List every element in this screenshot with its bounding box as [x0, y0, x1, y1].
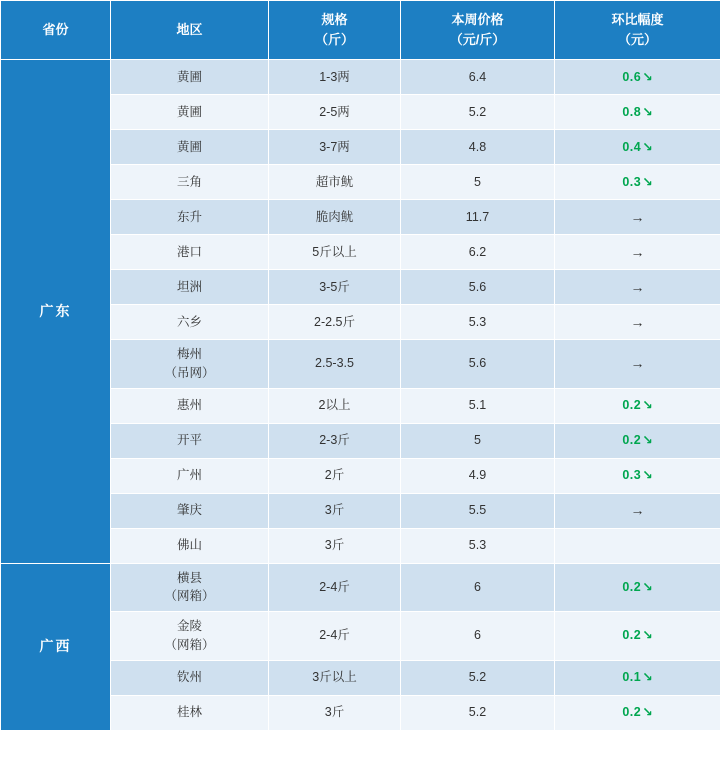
change-cell	[555, 340, 720, 389]
price-cell: 5.6	[401, 340, 555, 389]
region-cell	[111, 388, 269, 423]
arrow-down-icon: ↘	[641, 670, 652, 684]
spec-cell: 3斤	[269, 695, 401, 730]
price-cell: 5.3	[401, 305, 555, 340]
region-cell	[111, 235, 269, 270]
spec-cell: 超市鱿	[269, 165, 401, 200]
region-name: 黄圃	[113, 68, 266, 87]
change-cell	[555, 695, 720, 730]
change-cell	[555, 60, 720, 95]
change-value: 0.1	[622, 670, 641, 684]
spec-cell: 2-4斤	[269, 563, 401, 612]
region-cell	[111, 270, 269, 305]
column-header-spec	[269, 1, 401, 60]
price-cell: 11.7	[401, 200, 555, 235]
change-cell	[555, 165, 720, 200]
arrow-flat-icon: →	[631, 209, 645, 225]
region-note: （网箱）	[113, 636, 266, 655]
spec-cell: 3-7两	[269, 130, 401, 165]
spec-cell: 1-3两	[269, 60, 401, 95]
spec-cell: 2-3斤	[269, 423, 401, 458]
change-cell	[555, 528, 720, 563]
price-cell: 5.6	[401, 270, 555, 305]
price-cell: 4.8	[401, 130, 555, 165]
change-cell	[555, 95, 720, 130]
region-name: 开平	[113, 431, 266, 450]
arrow-down-icon: ↘	[641, 705, 652, 719]
spec-cell: 2斤	[269, 458, 401, 493]
change-cell	[555, 235, 720, 270]
table-body	[1, 60, 720, 731]
change-cell	[555, 493, 720, 528]
region-name: 金陵	[113, 617, 266, 636]
spec-cell: 3斤	[269, 528, 401, 563]
arrow-down-icon: ↘	[641, 398, 652, 412]
table-header	[1, 1, 720, 60]
spec-cell: 5斤以上	[269, 235, 401, 270]
spec-cell: 2以上	[269, 388, 401, 423]
region-name: 黄圃	[113, 103, 266, 122]
arrow-flat-icon: →	[631, 279, 645, 295]
province-cell: 广东	[1, 60, 111, 564]
region-cell	[111, 563, 269, 612]
province-cell: 广西	[1, 563, 111, 730]
column-header-spec-line2: （斤）	[271, 30, 398, 50]
change-value: 0.2	[622, 580, 641, 594]
column-header-change-line2: （元）	[557, 30, 718, 50]
region-cell	[111, 95, 269, 130]
change-cell	[555, 270, 720, 305]
change-cell	[555, 130, 720, 165]
region-name: 港口	[113, 243, 266, 262]
region-cell	[111, 340, 269, 389]
spec-cell: 2.5-3.5	[269, 340, 401, 389]
arrow-flat-icon: →	[631, 355, 645, 371]
region-note: （网箱）	[113, 587, 266, 606]
region-cell	[111, 493, 269, 528]
region-cell	[111, 60, 269, 95]
region-name: 坦洲	[113, 278, 266, 297]
change-value: 0.6	[622, 70, 641, 84]
arrow-down-icon: ↘	[641, 580, 652, 594]
price-cell: 5.2	[401, 95, 555, 130]
region-cell	[111, 165, 269, 200]
region-cell	[111, 458, 269, 493]
region-name: 桂林	[113, 703, 266, 722]
spec-cell: 3-5斤	[269, 270, 401, 305]
table-row	[1, 563, 720, 612]
region-name: 佛山	[113, 536, 266, 555]
spec-cell: 2-5两	[269, 95, 401, 130]
change-cell	[555, 612, 720, 661]
spec-cell: 3斤	[269, 493, 401, 528]
change-cell	[555, 305, 720, 340]
arrow-down-icon: ↘	[641, 175, 652, 189]
change-cell	[555, 200, 720, 235]
region-name: 黄圃	[113, 138, 266, 157]
column-header-price	[401, 1, 555, 60]
arrow-down-icon: ↘	[641, 433, 652, 447]
arrow-down-icon: ↘	[641, 70, 652, 84]
region-note: （吊网）	[113, 364, 266, 383]
change-value: 0.2	[622, 705, 641, 719]
region-cell	[111, 305, 269, 340]
column-header-spec-line1: 规格	[321, 12, 347, 27]
header-row	[1, 1, 720, 60]
column-header-price-line2: （元/斤）	[403, 30, 552, 50]
region-name: 六乡	[113, 313, 266, 332]
region-name: 广州	[113, 466, 266, 485]
column-header-province	[1, 1, 111, 60]
region-cell	[111, 612, 269, 661]
price-cell: 5.1	[401, 388, 555, 423]
price-cell: 4.9	[401, 458, 555, 493]
spec-cell: 2-2.5斤	[269, 305, 401, 340]
spec-cell: 3斤以上	[269, 660, 401, 695]
price-cell: 6	[401, 612, 555, 661]
bottom-spacer	[0, 731, 720, 761]
region-name: 东升	[113, 208, 266, 227]
spec-cell: 脆肉鱿	[269, 200, 401, 235]
column-header-province-line1: 省份	[42, 22, 68, 37]
column-header-price-line1: 本周价格	[451, 12, 503, 27]
arrow-flat-icon: →	[631, 314, 645, 330]
price-cell: 5.2	[401, 695, 555, 730]
column-header-change	[555, 1, 720, 60]
arrow-down-icon: ↘	[641, 140, 652, 154]
arrow-down-icon: ↘	[641, 628, 652, 642]
change-value: 0.4	[622, 140, 641, 154]
region-name: 横县	[113, 569, 266, 588]
price-cell: 5.5	[401, 493, 555, 528]
region-name: 惠州	[113, 396, 266, 415]
change-value: 0.3	[622, 468, 641, 482]
change-value: 0.2	[622, 628, 641, 642]
price-cell: 6	[401, 563, 555, 612]
change-value: 0.3	[622, 175, 641, 189]
price-cell: 6.4	[401, 60, 555, 95]
column-header-region	[111, 1, 269, 60]
column-header-region-line1: 地区	[176, 22, 202, 37]
region-name: 梅州	[113, 345, 266, 364]
price-cell: 5.3	[401, 528, 555, 563]
region-cell	[111, 130, 269, 165]
region-cell	[111, 660, 269, 695]
spec-cell: 2-4斤	[269, 612, 401, 661]
price-cell: 6.2	[401, 235, 555, 270]
change-cell	[555, 388, 720, 423]
arrow-flat-icon: →	[631, 502, 645, 518]
table-row	[1, 60, 720, 95]
arrow-down-icon: ↘	[641, 105, 652, 119]
region-cell	[111, 528, 269, 563]
region-cell	[111, 423, 269, 458]
region-name: 钦州	[113, 668, 266, 687]
arrow-flat-icon: →	[631, 244, 645, 260]
region-cell	[111, 200, 269, 235]
change-value: 0.2	[622, 398, 641, 412]
region-name: 三角	[113, 173, 266, 192]
price-cell: 5	[401, 165, 555, 200]
change-cell	[555, 458, 720, 493]
price-cell: 5	[401, 423, 555, 458]
region-name: 肇庆	[113, 501, 266, 520]
price-cell: 5.2	[401, 660, 555, 695]
change-value: 0.2	[622, 433, 641, 447]
change-cell	[555, 660, 720, 695]
region-cell	[111, 695, 269, 730]
change-value: 0.8	[622, 105, 641, 119]
arrow-down-icon: ↘	[641, 468, 652, 482]
column-header-change-line1: 环比幅度	[611, 12, 663, 27]
change-cell	[555, 563, 720, 612]
change-cell	[555, 423, 720, 458]
